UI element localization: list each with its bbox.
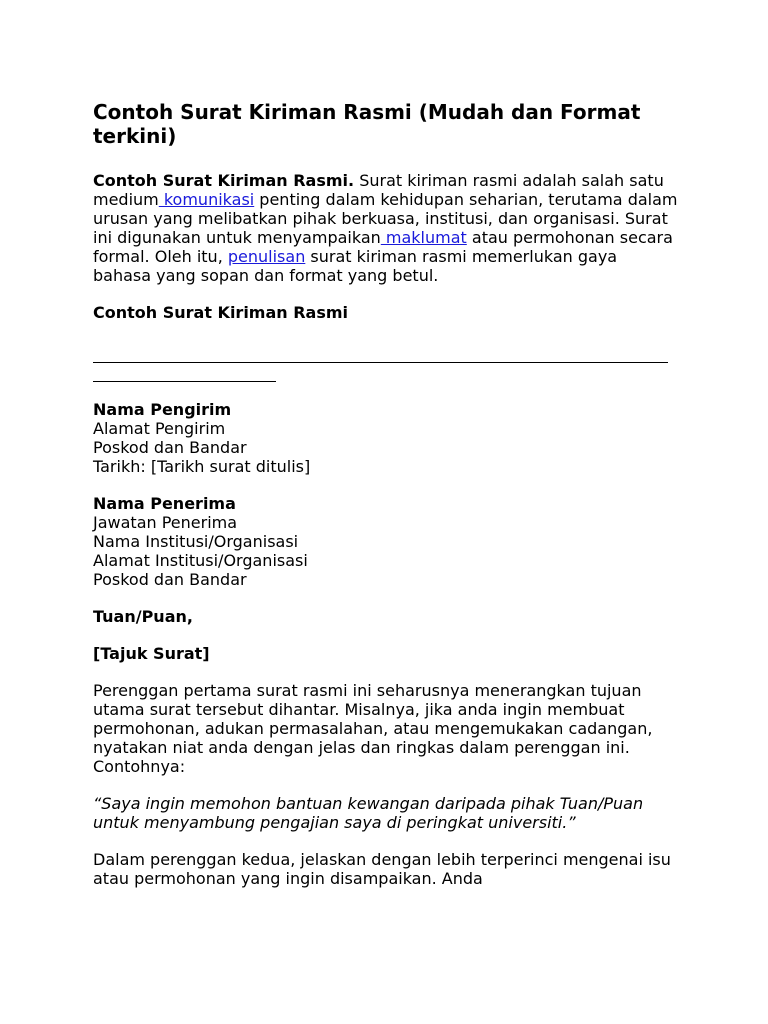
example-quote: “Saya ingin memohon bantuan kewangan daripada pihak Tuan/Puan untuk menyambung pengajian saya di peringkat universiti.” xyxy=(93,794,644,832)
recipient-block xyxy=(93,494,678,589)
paragraph-2: Dalam perenggan kedua, jelaskan dengan lebih terperinci mengenai isu atau permohonan yang ingin disampaikan. Anda xyxy=(93,850,671,888)
paragraph-1: Perenggan pertama surat rasmi ini seharusnya menerangkan tujuan utama surat tersebut dihantar. Misalnya, jika anda ingin membuat permohonan, adukan permasalahan, atau mengemukakan cadangan, nyatakan niat anda dengan jelas dan ringkas dalam perenggan ini. Contohnya: xyxy=(93,681,653,776)
horizontal-rule xyxy=(93,344,678,382)
recipient-postcode: Poskod dan Bandar xyxy=(93,570,247,589)
link-penulisan[interactable]: penulisan xyxy=(227,247,306,266)
recipient-address: Alamat Institusi/Organisasi xyxy=(93,551,308,570)
letter-subject: [Tajuk Surat] xyxy=(93,644,210,663)
intro-text-4: surat kiriman rasmi memerlukan gaya bahasa yang sopan dan format yang betul. xyxy=(93,247,618,285)
sender-postcode: Poskod dan Bandar xyxy=(93,438,247,457)
recipient-name: Nama Penerima xyxy=(93,494,236,513)
intro-paragraph xyxy=(93,171,678,285)
link-maklumat[interactable]: maklumat xyxy=(380,228,467,247)
recipient-position: Jawatan Penerima xyxy=(93,513,238,532)
salutation: Tuan/Puan, xyxy=(93,607,193,626)
page-title: Contoh Surat Kiriman Rasmi (Mudah dan Format terkini) xyxy=(93,100,641,148)
sender-address: Alamat Pengirim xyxy=(93,419,226,438)
intro-text-2: penting dalam kehidupan seharian, terutama dalam urusan yang melibatkan pihak berkuasa, institusi, dan organisasi. Surat ini digunakan untuk menyampaikan xyxy=(93,190,678,247)
rule-line-1 xyxy=(93,344,668,363)
intro-text-1: Surat kiriman rasmi adalah salah satu medium xyxy=(93,171,664,209)
intro-text-3: atau permohonan secara formal. Oleh itu, xyxy=(93,228,673,266)
intro-lead: Contoh Surat Kiriman Rasmi. xyxy=(93,171,355,190)
section-heading: Contoh Surat Kiriman Rasmi xyxy=(93,303,349,322)
rule-line-2 xyxy=(93,363,276,382)
document-page xyxy=(93,100,678,906)
sender-name: Nama Pengirim xyxy=(93,400,232,419)
link-komunikasi[interactable]: komunikasi xyxy=(158,190,255,209)
sender-date: Tarikh: [Tarikh surat ditulis] xyxy=(93,457,311,476)
recipient-institution: Nama Institusi/Organisasi xyxy=(93,532,299,551)
sender-block xyxy=(93,400,678,476)
